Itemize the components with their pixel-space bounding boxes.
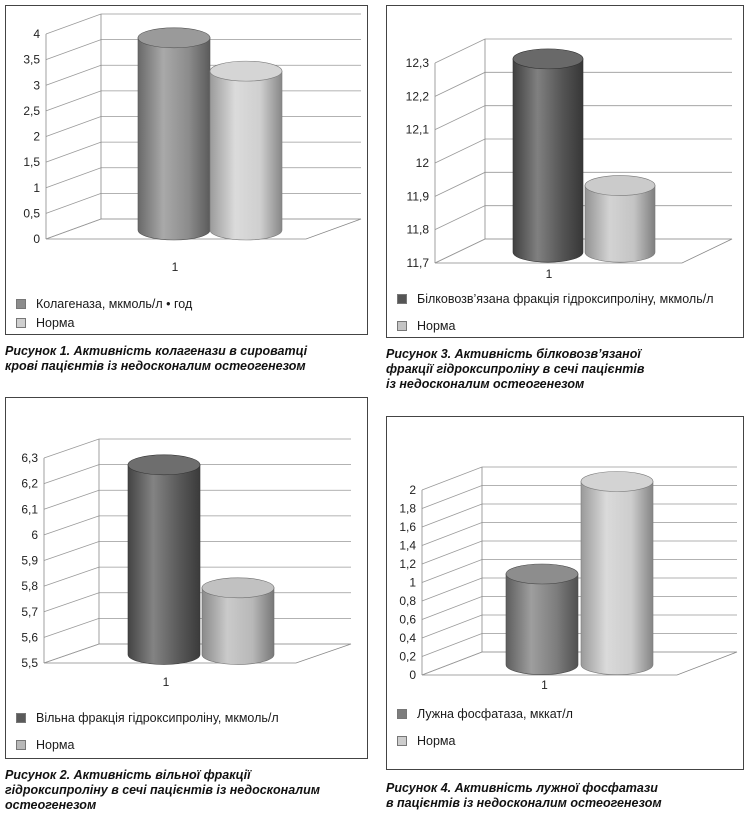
bar-top	[128, 455, 200, 475]
y-tick-label: 5,8	[21, 579, 38, 594]
x-tick-label: 1	[545, 267, 553, 281]
gridline	[422, 467, 737, 490]
y-tick-label: 11,7	[406, 256, 429, 270]
caption-1	[5, 344, 307, 374]
gridline	[422, 541, 737, 564]
gridline	[435, 139, 732, 163]
y-tick-label: 1	[409, 575, 416, 590]
y-tick-label: 11,9	[406, 189, 429, 204]
chart-panel-4	[386, 416, 744, 770]
legend-swatch-3-0	[397, 294, 407, 304]
bar-4-1	[506, 564, 578, 675]
y-tick-label: 5,6	[21, 630, 38, 645]
legend-label: Вільна фракція гідроксипроліну, мкмоль/л	[36, 710, 279, 725]
caption-line: Рисунок 2. Активність вільної фракції	[5, 768, 251, 782]
y-tick-label: 3,5	[23, 52, 40, 67]
chart-svg-2	[6, 398, 369, 760]
legend-swatch-3-1	[397, 321, 407, 331]
bar-body	[138, 38, 210, 240]
legend-4	[397, 704, 573, 750]
legend-item	[397, 316, 714, 335]
bar-body	[585, 186, 655, 263]
bar-body	[581, 482, 653, 675]
gridline	[422, 652, 737, 675]
legend-label: Норма	[417, 318, 456, 333]
bar-2-2	[202, 578, 274, 665]
bar-3-2	[585, 176, 655, 263]
y-tick-label: 12,1	[405, 122, 429, 137]
bar-1-2	[210, 61, 282, 240]
y-tick-label: 0,2	[399, 649, 416, 664]
legend-item	[397, 704, 573, 723]
caption-line: Рисунок 3. Активність білковозв’язаної	[386, 347, 641, 361]
y-tick-label: 1,5	[23, 155, 40, 170]
y-tick-label: 0,4	[399, 631, 416, 645]
legend-swatch-2-1	[16, 740, 26, 750]
bar-1-1	[138, 28, 210, 240]
gridline	[44, 439, 351, 458]
chart-panel-2	[5, 397, 368, 759]
y-tick-label: 0,8	[399, 594, 416, 608]
caption-line: Рисунок 1. Активність колагенази в сироватці	[5, 344, 308, 358]
gridline	[422, 634, 737, 657]
chart-floor	[422, 652, 737, 675]
chart-panel-1	[5, 5, 368, 335]
legend-item	[16, 708, 279, 727]
gridline	[422, 486, 737, 509]
legend-swatch-1-1	[16, 318, 26, 328]
gridline	[422, 504, 737, 527]
bar-top	[138, 28, 210, 48]
bar-top	[202, 578, 274, 598]
y-tick-label: 6	[31, 527, 38, 542]
legend-item	[16, 735, 279, 754]
gridline	[422, 560, 737, 583]
bar-top	[513, 49, 583, 69]
y-tick-label: 1,2	[399, 557, 416, 571]
bar-body	[513, 59, 583, 262]
caption-line: із недосконалим остеогенезом	[386, 377, 585, 391]
gridline	[435, 106, 732, 130]
bar-top	[210, 61, 282, 81]
legend-swatch-4-0	[397, 709, 407, 719]
y-tick-label: 1,4	[399, 538, 416, 553]
y-tick-label: 0,6	[399, 612, 416, 627]
caption-4	[386, 781, 662, 811]
y-tick-label: 3	[33, 78, 40, 93]
y-tick-label: 5,7	[21, 604, 38, 619]
gridline	[435, 72, 732, 96]
caption-line: крові пацієнтів із недосконалим остеогенезом	[5, 359, 306, 373]
gridline	[435, 206, 732, 230]
y-tick-label: 12,2	[405, 89, 429, 104]
x-tick-label: 1	[162, 675, 170, 689]
bar-top	[585, 176, 655, 196]
bar-body	[210, 71, 282, 240]
legend-label: Білковозв’язана фракція гідроксипроліну, мкмоль/л	[417, 291, 714, 306]
caption-line: Рисунок 4. Активність лужної фосфатази	[386, 781, 658, 795]
legend-swatch-2-0	[16, 713, 26, 723]
bar-top	[581, 472, 653, 492]
y-tick-label: 0	[33, 232, 40, 246]
legend-item	[16, 313, 192, 332]
legend-3	[397, 289, 714, 335]
chart-panel-3	[386, 5, 744, 338]
y-tick-label: 11,8	[406, 222, 429, 237]
y-tick-label: 4	[33, 27, 40, 41]
bar-body	[506, 574, 578, 675]
caption-line: гідроксипроліну в сечі пацієнтів із недосконалим	[5, 783, 320, 797]
gridline	[46, 14, 361, 34]
gridline	[435, 39, 732, 63]
y-tick-label: 1,8	[399, 501, 416, 516]
bar-body	[202, 588, 274, 665]
legend-2	[16, 708, 279, 754]
gridline	[422, 597, 737, 620]
y-tick-label: 6,1	[21, 502, 38, 517]
y-tick-label: 12	[415, 156, 429, 170]
legend-item	[397, 731, 573, 750]
x-tick-label: 1	[171, 260, 179, 274]
legend-label: Норма	[36, 315, 75, 330]
bar-3-1	[513, 49, 583, 262]
caption-line: в пацієнтів із недосконалим остеогенезом	[386, 796, 662, 810]
bar-body	[128, 465, 200, 665]
gridline	[435, 172, 732, 196]
y-tick-label: 2,5	[23, 103, 40, 118]
legend-label: Лужна фосфатаза, мккат/л	[417, 706, 573, 721]
x-tick-label: 1	[541, 678, 548, 692]
bar-top	[506, 564, 578, 584]
y-tick-label: 1,6	[399, 520, 416, 534]
legend-label: Норма	[417, 733, 456, 748]
chart-svg-1	[6, 6, 369, 336]
y-tick-label: 1	[33, 180, 40, 195]
legend-label: Колагеназа, мкмоль/л • год	[36, 296, 193, 311]
legend-label: Норма	[36, 737, 75, 752]
gridline	[422, 578, 737, 601]
caption-3	[386, 347, 644, 392]
y-tick-label: 5,5	[21, 656, 38, 670]
gridline	[422, 523, 737, 546]
bar-4-2	[581, 472, 653, 675]
gridline	[422, 615, 737, 638]
y-tick-label: 2	[409, 483, 416, 497]
legend-1	[16, 294, 192, 332]
gridline	[435, 239, 732, 263]
caption-line: фракції гідроксипроліну в сечі пацієнтів	[386, 362, 645, 376]
caption-2	[5, 768, 320, 813]
y-tick-label: 5,9	[21, 553, 38, 568]
y-tick-label: 0,5	[23, 206, 40, 221]
bar-2-1	[128, 455, 200, 665]
chart-floor	[435, 239, 732, 263]
y-tick-label: 2	[33, 129, 40, 144]
legend-item	[397, 289, 714, 308]
y-tick-label: 0	[409, 668, 416, 682]
legend-swatch-4-1	[397, 736, 407, 746]
caption-line: остеогенезом	[5, 798, 97, 812]
y-tick-label: 12,3	[405, 56, 429, 70]
legend-item	[16, 294, 192, 313]
y-tick-label: 6,2	[21, 476, 38, 491]
legend-swatch-1-0	[16, 299, 26, 309]
y-tick-label: 6,3	[21, 451, 38, 465]
